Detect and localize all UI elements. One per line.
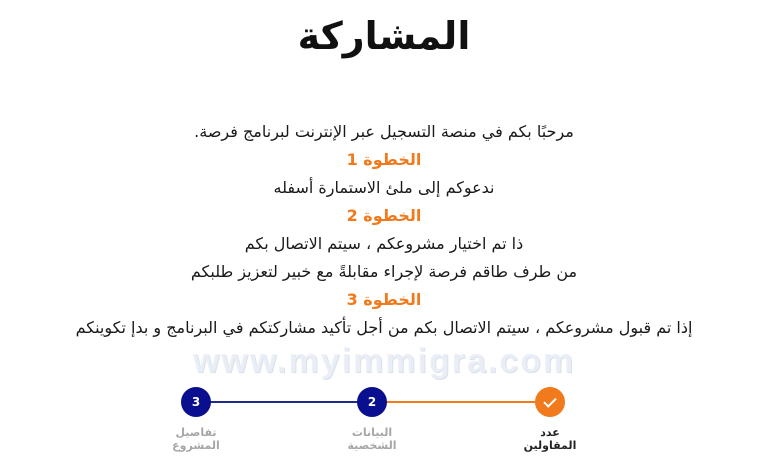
step-label-line: الشخصية (347, 439, 397, 452)
step-label-project-details (151, 426, 241, 452)
page-title: المشاركة (297, 14, 471, 58)
step-label-line: عدد (540, 426, 560, 439)
step-circle-project-details[interactable] (181, 387, 211, 417)
step1-heading: الخطوة 1 (346, 150, 422, 169)
step1-text: ندعوكم إلى ملئ الاستمارة أسفله (273, 178, 495, 197)
step2-text-line2: من طرف طاقم فرصة لإجراء مقابلةً مع خبير لتعزيز طلبكم (190, 262, 578, 281)
step-number: 2 (367, 395, 377, 409)
step3-text: إذا تم قبول مشروعكم ، سيتم الاتصال بكم من أجل تأكيد مشاركتكم في البرنامج و بدإ تكوينكم (75, 318, 693, 337)
step2-text-line1: ذا تم اختيار مشروعكم ، سيتم الاتصال بكم (244, 234, 524, 253)
step-label-line: المقاولين (523, 439, 577, 452)
stepper-connector-completed (372, 401, 550, 403)
step-circle-entrepreneurs-count[interactable] (535, 387, 565, 417)
instructions-block (20, 118, 748, 342)
step-label-entrepreneurs-count (505, 426, 595, 452)
intro-text: مرحبًا بكم في منصة التسجيل عبر الإنترنت لبرنامج فرصة. (194, 122, 574, 141)
step-label-line: البيانات (351, 426, 393, 439)
step-label-personal-data (327, 426, 417, 452)
step-number: 3 (191, 395, 201, 409)
watermark: www.myimmigra.com (192, 342, 576, 380)
step3-heading: الخطوة 3 (346, 290, 422, 309)
step-circle-personal-data[interactable] (357, 387, 387, 417)
step-label-line: المشروع (172, 439, 220, 452)
check-icon (543, 394, 556, 407)
stepper-connector-pending (196, 401, 372, 403)
step2-heading: الخطوة 2 (346, 206, 422, 225)
step-label-line: تفاصيل (175, 426, 217, 439)
